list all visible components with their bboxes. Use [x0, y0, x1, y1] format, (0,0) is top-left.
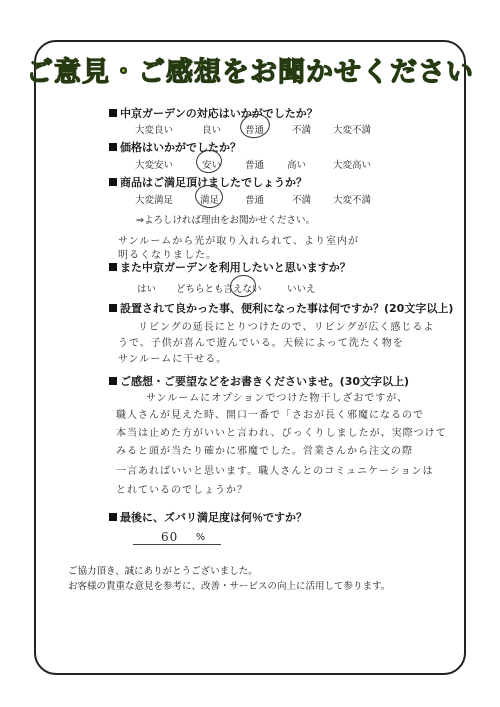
q3-option-1[interactable]: 大変満足: [135, 195, 174, 206]
q1-option-1[interactable]: 大変良い: [135, 125, 174, 136]
question-1: [109, 105, 318, 121]
square-bullet-icon: [109, 178, 117, 186]
square-bullet-icon: [109, 109, 117, 117]
square-bullet-icon: [109, 304, 117, 312]
q6-answer-line-6: とれているのでしょうか？: [116, 485, 248, 496]
satisfaction-unit: %: [196, 532, 206, 543]
q4-option-2[interactable]: どちらとも言えない: [176, 284, 262, 295]
q5-answer-line-1: リビングの延長にとりつけたので、リビングが広く感じるよ: [138, 322, 435, 333]
q1-option-5[interactable]: 大変不満: [333, 125, 372, 136]
q6-answer-line-2: 職人さんが見えた時、開口一番で「さおが長く邪魔になるので: [116, 410, 424, 421]
question-4-label: また中京ガーデンを利用したいと思いますか？: [120, 261, 351, 274]
question-4: [109, 259, 351, 275]
question-6: [109, 373, 409, 389]
question-2: [109, 139, 241, 155]
q2-option-2[interactable]: 安い: [202, 160, 222, 171]
page-title: ご意見・ご感想をお聞かせください: [26, 57, 474, 88]
question-1-label: 中京ガーデンの対応はいかがでしたか？: [120, 107, 318, 120]
q3-option-4[interactable]: 不満: [292, 195, 312, 206]
q2-option-4[interactable]: 高い: [287, 160, 307, 171]
q1-option-2[interactable]: 良い: [202, 125, 222, 136]
q3-option-2[interactable]: 満足: [200, 195, 220, 206]
q3-answer-line-1: サンルームから光が取り入れられて、より室内が: [118, 236, 360, 247]
question-6-label: ご感想・ご要望などをお書きくださいませ。(30文字以上): [120, 375, 410, 388]
q3-reason-note: ⇒よろしければ理由をお聞かせください。: [136, 215, 315, 226]
satisfaction-value[interactable]: 60: [161, 530, 179, 544]
q6-answer-line-5: 一言あればいいと思います。職人さんとのコミュニケーションは: [116, 466, 434, 477]
square-bullet-icon: [109, 263, 117, 271]
q5-answer-line-3: サンルームに干せる。: [118, 354, 228, 365]
question-2-label: 価格はいかがでしたか？: [120, 141, 241, 154]
q2-option-5[interactable]: 大変高い: [333, 160, 372, 171]
q2-option-3[interactable]: 普通: [245, 160, 265, 171]
q3-answer-line-2: 明るくなりました。: [118, 250, 217, 261]
question-3-label: 商品はご満足頂けましたでしょうか？: [120, 176, 307, 189]
footer-note: お客様の貴重な意見を参考に、改善・サービスの向上に活用して参ります。: [68, 581, 391, 592]
q6-answer-line-1: サンルームにオプションでつけた物干しざおですが、: [146, 393, 409, 404]
square-bullet-icon: [109, 143, 117, 151]
square-bullet-icon: [109, 377, 117, 385]
q5-answer-line-2: うで、子供が喜んで遊んでいる。天候によって洗たく物を: [118, 338, 404, 349]
q2-option-1[interactable]: 大変安い: [135, 160, 174, 171]
question-7: [109, 509, 307, 525]
q4-option-1[interactable]: はい: [137, 284, 157, 295]
question-5: [109, 300, 453, 316]
footer-thanks: ご協力頂き、誠にありがとうございました。: [68, 566, 258, 577]
q3-option-3[interactable]: 普通: [245, 195, 265, 206]
satisfaction-underline: [133, 544, 221, 545]
q3-option-5[interactable]: 大変不満: [333, 195, 372, 206]
question-5-label: 設置されて良かった事、便利になった事は何ですか？(20文字以上): [120, 302, 454, 315]
q1-option-4[interactable]: 不満: [292, 125, 312, 136]
q4-option-3[interactable]: いいえ: [287, 284, 316, 295]
q1-option-3[interactable]: 普通: [245, 125, 265, 136]
question-7-label: 最後に、ズバリ満足度は何％ですか？: [120, 511, 307, 524]
q6-answer-line-3: 本当は止めた方がいいと言われ、びっくりしましたが、実際つけて: [116, 428, 447, 439]
square-bullet-icon: [109, 513, 117, 521]
q6-answer-line-4: みると頭が当たり確かに邪魔でした。営業さんから注文の際: [116, 446, 413, 457]
